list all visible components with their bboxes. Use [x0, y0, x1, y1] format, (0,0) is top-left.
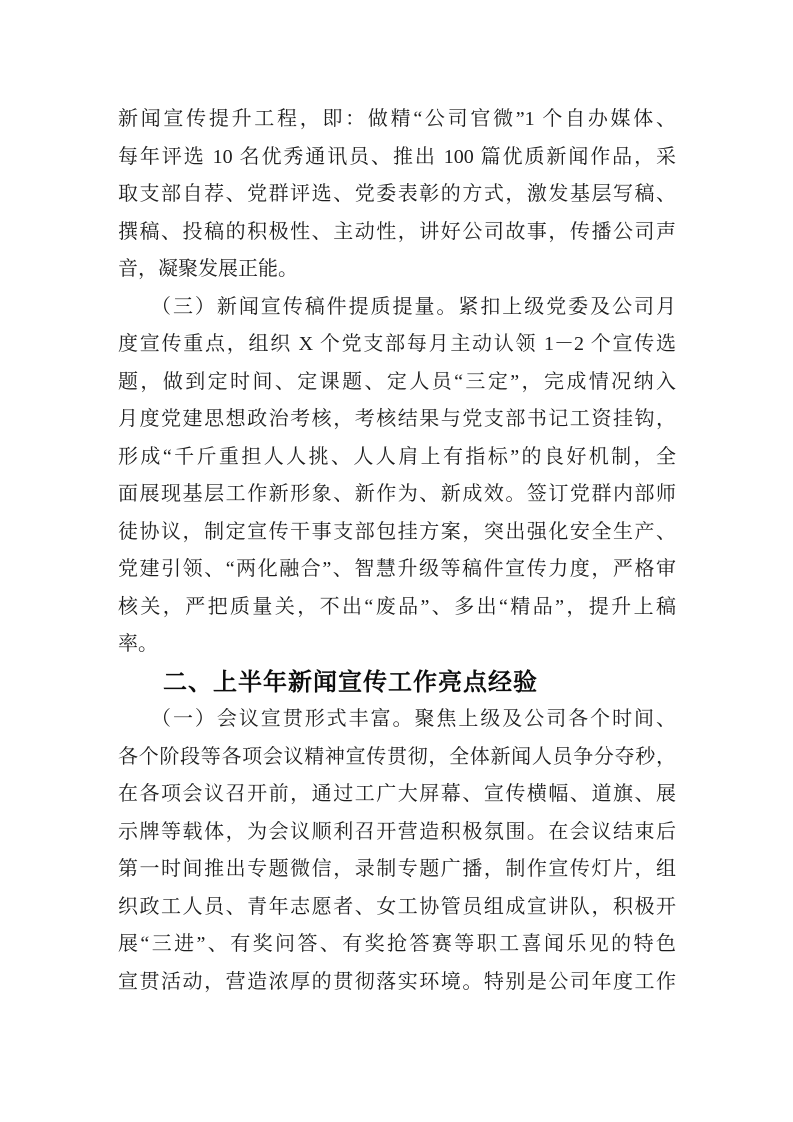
doc-line: 面展现基层工作新形象、新作为、新成效。签订党群内部师 — [118, 483, 676, 505]
section-heading: 二、上半年新闻宣传工作亮点经验 — [163, 668, 538, 696]
doc-line: 第一时间推出专题微信，录制专题广播，制作宣传灯片，组 — [118, 858, 676, 880]
doc-line: 宣贯活动，营造浓厚的贯彻落实环境。特别是公司年度工作 — [118, 970, 676, 993]
doc-line: 新闻宣传提升工程，即：做精“公司官微”1 个自办媒体、 — [118, 108, 676, 130]
doc-line-paragraph-start: （一）会议宣贯形式丰富。聚焦上级及公司各个时间、 — [151, 708, 676, 730]
doc-line: 度宣传重点，组织 X 个党支部每月主动认领 1－2 个宣传选 — [118, 333, 676, 355]
doc-line: 党建引领、“两化融合”、智慧升级等稿件宣传力度，严格审 — [118, 558, 676, 580]
doc-line: 在各项会议召开前，通过工广大屏幕、宣传横幅、道旗、展 — [118, 783, 676, 805]
doc-line: 每年评选 10 名优秀通讯员、推出 100 篇优质新闻作品，采 — [118, 145, 676, 168]
doc-line: 撰稿、投稿的积极性、主动性，讲好公司故事，传播公司声 — [118, 220, 676, 243]
doc-line-paragraph-end: 率。 — [118, 633, 158, 655]
doc-line: 形成“千斤重担人人挑、人人肩上有指标”的良好机制，全 — [118, 445, 676, 468]
doc-line-paragraph-end: 音，凝聚发展正能。 — [118, 258, 298, 280]
doc-line: 题，做到定时间、定课题、定人员“三定”，完成情况纳入 — [118, 370, 676, 393]
doc-line: 月度党建思想政治考核，考核结果与党支部书记工资挂钩， — [118, 408, 676, 430]
doc-line: 示牌等载体，为会议顺利召开营造积极氛围。在会议结束后 — [118, 820, 676, 843]
document-text-block — [118, 101, 676, 1001]
doc-line: 展“三进”、有奖问答、有奖抢答赛等职工喜闻乐见的特色 — [118, 933, 676, 955]
doc-line: 取支部自荐、党群评选、党委表彰的方式，激发基层写稿、 — [118, 183, 676, 205]
doc-line: 核关，严把质量关，不出“废品”、多出“精品”，提升上稿 — [118, 595, 676, 618]
doc-line: 各个阶段等各项会议精神宣传贯彻，全体新闻人员争分夺秒， — [118, 745, 676, 768]
doc-line: 织政工人员、青年志愿者、女工协管员组成宣讲队，积极开 — [118, 895, 676, 918]
doc-line-paragraph-start: （三）新闻宣传稿件提质提量。紧扣上级党委及公司月 — [151, 295, 676, 318]
doc-line: 徒协议，制定宣传干事支部包挂方案，突出强化安全生产、 — [118, 520, 676, 543]
